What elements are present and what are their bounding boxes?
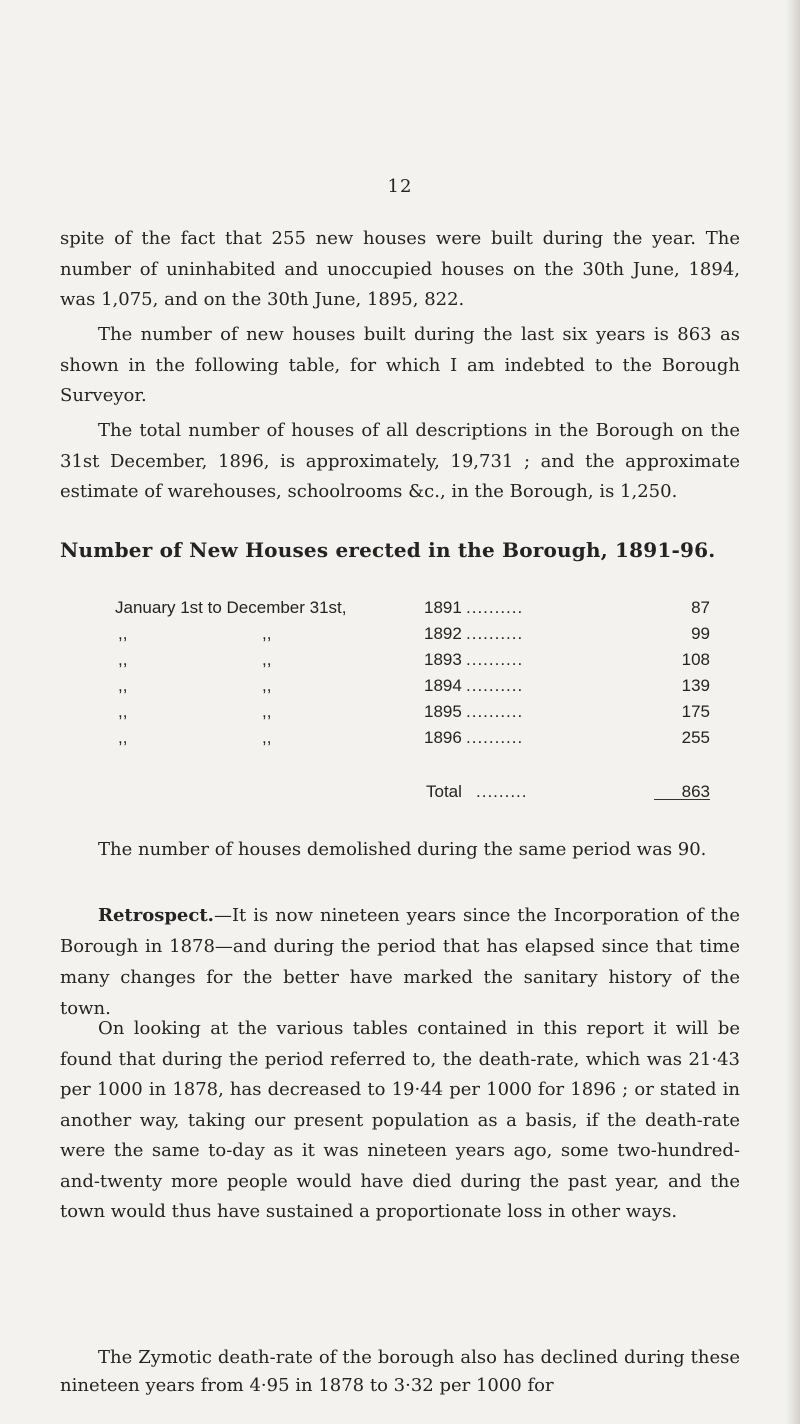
row-dots: .......... — [466, 728, 524, 747]
row-value: 255 — [681, 728, 710, 747]
row-year: 1896 — [424, 728, 462, 747]
table-row — [0, 650, 800, 676]
row-dots: .......... — [466, 676, 524, 695]
page-number: 12 — [387, 176, 413, 197]
row-year: 1891 — [424, 598, 462, 617]
ditto-mark: ,, — [262, 624, 272, 643]
row-label: January 1st to December 31st, — [115, 598, 347, 617]
paragraph-zymotic: The Zymotic death-rate of the borough also has declined during these nineteen years from 4·95 in 1878 to 3·32 per 1000 for — [60, 1347, 740, 1396]
paragraph-six-years: The number of new houses built during the last six years is 863 as shown in the following table, for which I am indebted to the Borough Surveyor. — [60, 324, 740, 406]
row-year: 1894 — [424, 676, 462, 695]
ditto-mark: ,, — [118, 624, 128, 643]
table-title: Number of New Houses erected in the Borough, 1891-96. — [60, 538, 716, 562]
ditto-mark: ,, — [262, 702, 272, 721]
table-total-row — [0, 782, 800, 808]
total-label: Total — [426, 782, 462, 801]
row-year: 1893 — [424, 650, 462, 669]
row-year: 1895 — [424, 702, 462, 721]
ditto-mark: ,, — [118, 676, 128, 695]
row-dots: .......... — [466, 702, 524, 721]
paragraph-death-rate: On looking at the various tables contained in this report it will be found that during the period referred to, the death-rate, which was 21·43 per 1000 in 1878, has decreased to 19·44 per 1000 for 1896 ; or stated in another way, taking our present population as a basis, if the death-rate were the same to-day as it was nineteen years ago, some two-hundred-and-twenty more people would have died during the past year, and the town would thus have sustained a proportionate loss in other ways. — [60, 1018, 740, 1222]
row-dots: .......... — [466, 624, 524, 643]
ditto-mark: ,, — [118, 728, 128, 747]
ditto-mark: ,, — [262, 676, 272, 695]
ditto-mark: ,, — [118, 702, 128, 721]
paragraph-new-houses: spite of the fact that 255 new houses were built during the year. The number of uninhabited and unoccupied houses on the 30th June, 1894, was 1,075, and on the 30th June, 1895, 822. — [60, 228, 740, 310]
row-value: 99 — [691, 624, 710, 643]
paragraph-demolished: The number of houses demolished during the same period was 90. — [98, 839, 707, 860]
table-row — [0, 676, 800, 702]
row-value: 139 — [681, 676, 710, 695]
row-year: 1892 — [424, 624, 462, 643]
paragraph-retrospect — [60, 900, 740, 1024]
ditto-mark: ,, — [262, 650, 272, 669]
total-dots: ......... — [476, 782, 528, 801]
row-dots: .......... — [466, 650, 524, 669]
ditto-mark: ,, — [118, 650, 128, 669]
row-value: 108 — [681, 650, 710, 669]
table-row — [0, 624, 800, 650]
paragraph-total-houses: The total number of houses of all descriptions in the Borough on the 31st December, 1896, is approximately, 19,731 ; and the approximate estimate of warehouses, schoolrooms &c., in the Borough, is 1,250. — [60, 420, 740, 502]
ditto-mark: ,, — [262, 728, 272, 747]
row-dots: .......... — [466, 598, 524, 617]
table-row — [0, 598, 800, 624]
total-value: 863 — [681, 782, 710, 801]
table-row — [0, 728, 800, 754]
retrospect-body: —It is now nineteen years since the Incorporation of the Borough in 1878—and during the period that has elapsed since that time many changes for the better have marked the sanitary history of the town. — [60, 905, 740, 1019]
table-row — [0, 702, 800, 728]
row-value: 87 — [691, 598, 710, 617]
row-value: 175 — [681, 702, 710, 721]
retrospect-heading: Retrospect. — [98, 905, 214, 926]
